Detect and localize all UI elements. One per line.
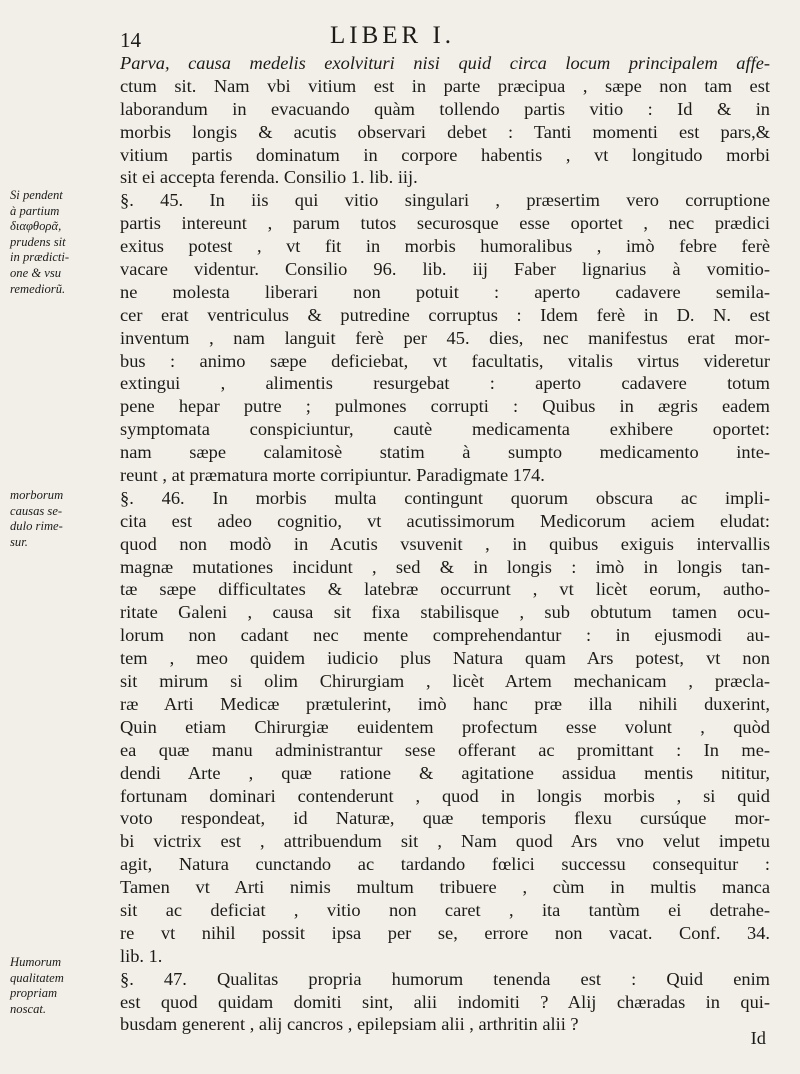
margin-note-line: διαφθορᾶ, <box>10 219 62 234</box>
margin-note-line: qualitatem <box>10 970 64 985</box>
text-line: ne molesta liberari non potuit : aperto cadavere semila- <box>120 281 770 302</box>
text-line: §. 45. In iis qui vitio singulari , præsertim vero corruptione <box>120 190 770 211</box>
margin-note-line: dulo rime- <box>10 519 63 534</box>
text-line: laborandum in evacuando quàm tollendo partis vitio : Id & in <box>120 98 770 119</box>
text-line: dendi Arte , quæ ratione & agitatione assidua mentis nititur, <box>120 762 770 783</box>
page-number: 14 <box>120 28 141 52</box>
margin-note-line: causas se- <box>10 503 63 518</box>
margin-note-line: noscat. <box>10 1001 47 1016</box>
margin-note-line: prudens sit <box>10 234 66 249</box>
text-line: Quin etiam Chirurgiæ euidentem profectum esse volunt , quòd <box>120 716 770 737</box>
margin-note-line: sur. <box>10 534 28 549</box>
text-line: est quod quidam domiti sint, alii indomiti ? Alij chæradas in qui- <box>120 991 770 1012</box>
text-line: §. 46. In morbis multa contingunt quorum obscura ac impli- <box>120 487 770 508</box>
margin-note-line: remediorũ. <box>10 281 66 296</box>
text-line: tæ sæpe difficultates & latebræ occurrunt , vt licèt eorum, autho- <box>120 579 770 600</box>
text-line: vitium partis dominatum in corpore habentis , vt longitudo morbi <box>120 144 770 165</box>
text-line: Parva, causa medelis exolvituri nisi quid circa locum principalem affe- <box>120 53 770 73</box>
text-line: exitus potest , vt fit in morbis humoralibus , imò febre ferè <box>120 236 770 257</box>
margin-note-humorum <box>10 955 118 1017</box>
text-line: fortunam dominari contenderunt , quod in longis morbis , si quid <box>120 785 770 806</box>
running-title: LIBER I. <box>330 22 456 49</box>
text-line: inventum , nam languit ferè per 45. dies, nec manifestus erat mor- <box>120 327 770 348</box>
margin-note-line: Si pendent <box>10 188 63 202</box>
text-line: partis intereunt , parum tutos securosque esse oportet , nec prædici <box>120 213 770 234</box>
text-line: lib. 1. <box>120 945 163 966</box>
catchword: Id <box>750 1028 766 1048</box>
margin-note-morborum <box>10 488 118 550</box>
text-line: bus : animo sæpe deficiebat, vt facultatis, vitalis virtus videretur <box>120 350 770 371</box>
text-line: tem , meo quidem iudicio plus Natura quam Ars potest, vt non <box>120 648 770 669</box>
text-line: ritate Galeni , causa sit fixa stabilisque , sub obtutum tamen ocu- <box>120 602 770 623</box>
text-line: morbis longis & acutis observari debet : Tanti momenti est pars,& <box>120 121 770 142</box>
text-line: magnæ mutationes incidunt , sed & in longis : imò in longis tan- <box>120 556 770 577</box>
text-line: nam sæpe calamitosè statim à sumpto medicamento inte- <box>120 442 770 463</box>
text-line: reunt , at præmatura morte corripiuntur. Paradigmate 174. <box>120 465 545 486</box>
text-line: agit, Natura cunctando ac tardando fœlici successu consequitur : <box>120 854 770 875</box>
margin-note-line: Humorum <box>10 955 62 969</box>
text-line: §. 47. Qualitas propria humorum tenenda est : Quid enim <box>120 968 770 989</box>
margin-note-line: à partium <box>10 203 60 218</box>
text-line: ctum sit. Nam vbi vitium est in parte præcipua , sæpe non tam est <box>120 75 770 96</box>
text-line: quod non modò in Acutis vsuvenit , in quibus exiguis intervallis <box>120 533 770 554</box>
text-line: ræ Arti Medicæ prætulerint, imò hanc præ illa nihili duxerint, <box>120 693 770 714</box>
text-line: symptomata conspiciuntur, cautè medicamenta exhibere oportet: <box>120 419 770 440</box>
page-header <box>0 22 800 54</box>
text-line: cita est adeo cognitio, vt acutissimorum Medicorum aciem eludat: <box>120 510 770 531</box>
text-line: bi victrix est , attribuendum sit , Nam quod Ars vno velut impetu <box>120 831 770 852</box>
margin-note-line: in prædicti- <box>10 250 70 265</box>
text-line: extingui , alimentis resurgebat : aperto cadavere totum <box>120 373 770 394</box>
text-line: sit ei accepta ferenda. Consilio 1. lib. iij. <box>120 167 418 188</box>
text-line: vacare videntur. Consilio 96. lib. iij Faber lignarius à vomitio- <box>120 259 770 280</box>
margin-note-line: one & vsu <box>10 265 62 280</box>
body-text <box>120 52 770 1036</box>
text-line: voto respondeat, id Naturæ, quæ temporis flexu cursúque mor- <box>120 808 770 829</box>
text-line: cer erat ventriculus & putredine corruptus : Idem ferè in D. N. est <box>120 304 770 325</box>
margin-note-line: propriam <box>10 986 58 1001</box>
text-line: sit mirum si olim Chirurgiam , licèt Artem mechanicam , præcla- <box>120 671 770 692</box>
text-line: busdam generent , alij cancros , epilepsiam alii , arthritin alii ? <box>120 1014 579 1035</box>
margin-note-si-pendent <box>10 188 118 297</box>
text-line: re vt nihil possit ipsa per se, errore non vacat. Conf. 34. <box>120 922 770 943</box>
text-line: sit ac deficiat , vitio non caret , ita tantùm ei detrahe- <box>120 899 770 920</box>
margin-note-line: morborum <box>10 488 64 502</box>
text-line: pene hepar putre ; pulmones corrupti : Quibus in ægris eadem <box>120 396 770 417</box>
text-line: Tamen vt Arti nimis multum tribuere , cùm in multis manca <box>120 877 770 898</box>
text-line: ea quæ manu administrantur sese offerant ac promittant : In me- <box>120 739 770 760</box>
text-line: lorum non cadant nec mente comprehendantur : in ejusmodi au- <box>120 625 770 646</box>
